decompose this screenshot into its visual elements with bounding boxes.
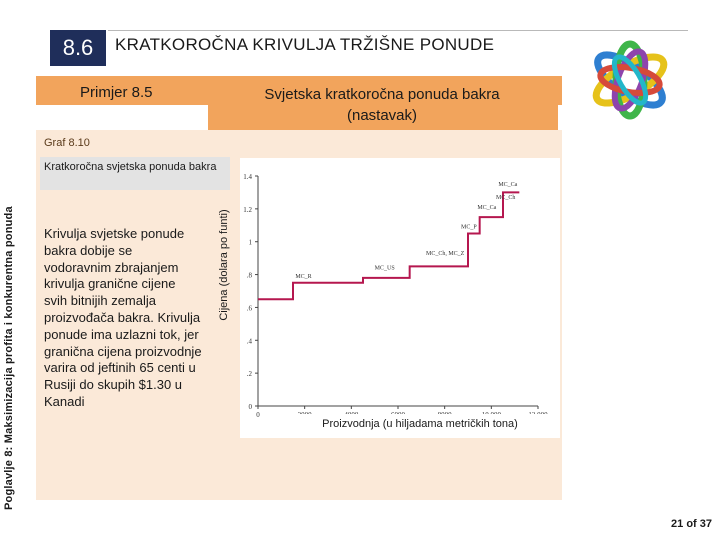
mc-annotation: MC_Ch, MC_Z: [426, 250, 465, 257]
graph-label: Graf 8.10: [44, 137, 90, 149]
x-axis-label: Proizvodnja (u hiljadama metričkih tona): [285, 414, 555, 434]
rings-logo-icon: [580, 30, 680, 130]
example-label: Primjer 8.5: [80, 84, 153, 101]
y-tick-label: .8: [246, 271, 252, 280]
y-tick-label: .2: [246, 370, 252, 379]
mc-annotation: MC_Ch: [496, 195, 516, 201]
mc-annotation: MC_R: [295, 273, 312, 280]
graph-subtitle: Kratkoročna svjetska ponuda bakra: [40, 157, 230, 190]
section-badge: 8.6: [50, 30, 106, 66]
y-tick-label: .6: [246, 304, 252, 313]
y-tick-label: 1: [248, 238, 252, 247]
mc-annotation: MC_US: [374, 265, 395, 272]
mc-annotation: MC_Ca: [498, 181, 518, 188]
mc-annotation: MC_Ca: [477, 204, 497, 211]
y-tick-label: 1.2: [243, 205, 252, 214]
example-title-line-2: (nastavak): [346, 107, 418, 124]
slide-title: KRATKOROČNA KRIVULJA TRŽIŠNE PONUDE: [115, 35, 495, 54]
y-tick-label: 1.4: [243, 173, 252, 181]
example-title: [212, 84, 552, 126]
supply-chart: [240, 158, 560, 438]
y-axis-label: Cijena (dolara po funti): [218, 209, 230, 321]
x-tick-label: 0: [256, 411, 260, 419]
gap: [36, 105, 208, 130]
chapter-sidebar: Poglavlje 8: Maksimizacija profita i konkurentna ponuda: [3, 206, 15, 510]
page-number: 21 of 37: [671, 518, 712, 530]
y-tick-label: .4: [246, 337, 252, 346]
y-tick-label: 0: [248, 403, 252, 411]
example-title-line-1: Svjetska kratkoročna ponuda bakra: [264, 86, 500, 103]
mc-annotation: MC_P: [461, 224, 477, 231]
explanation-text: Krivulja svjetske ponude bakra dobije se vodoravnim zbrajanjem krivulja granične cijene svih bitnijih zemalja proizvođača bakra. Krivulja ponude ima uzlazni tok, jer granična cijena proizvodnje varira od jeftinih 65 centi u Rusiji do skupih $1.30 u Kanadi: [44, 226, 202, 409]
